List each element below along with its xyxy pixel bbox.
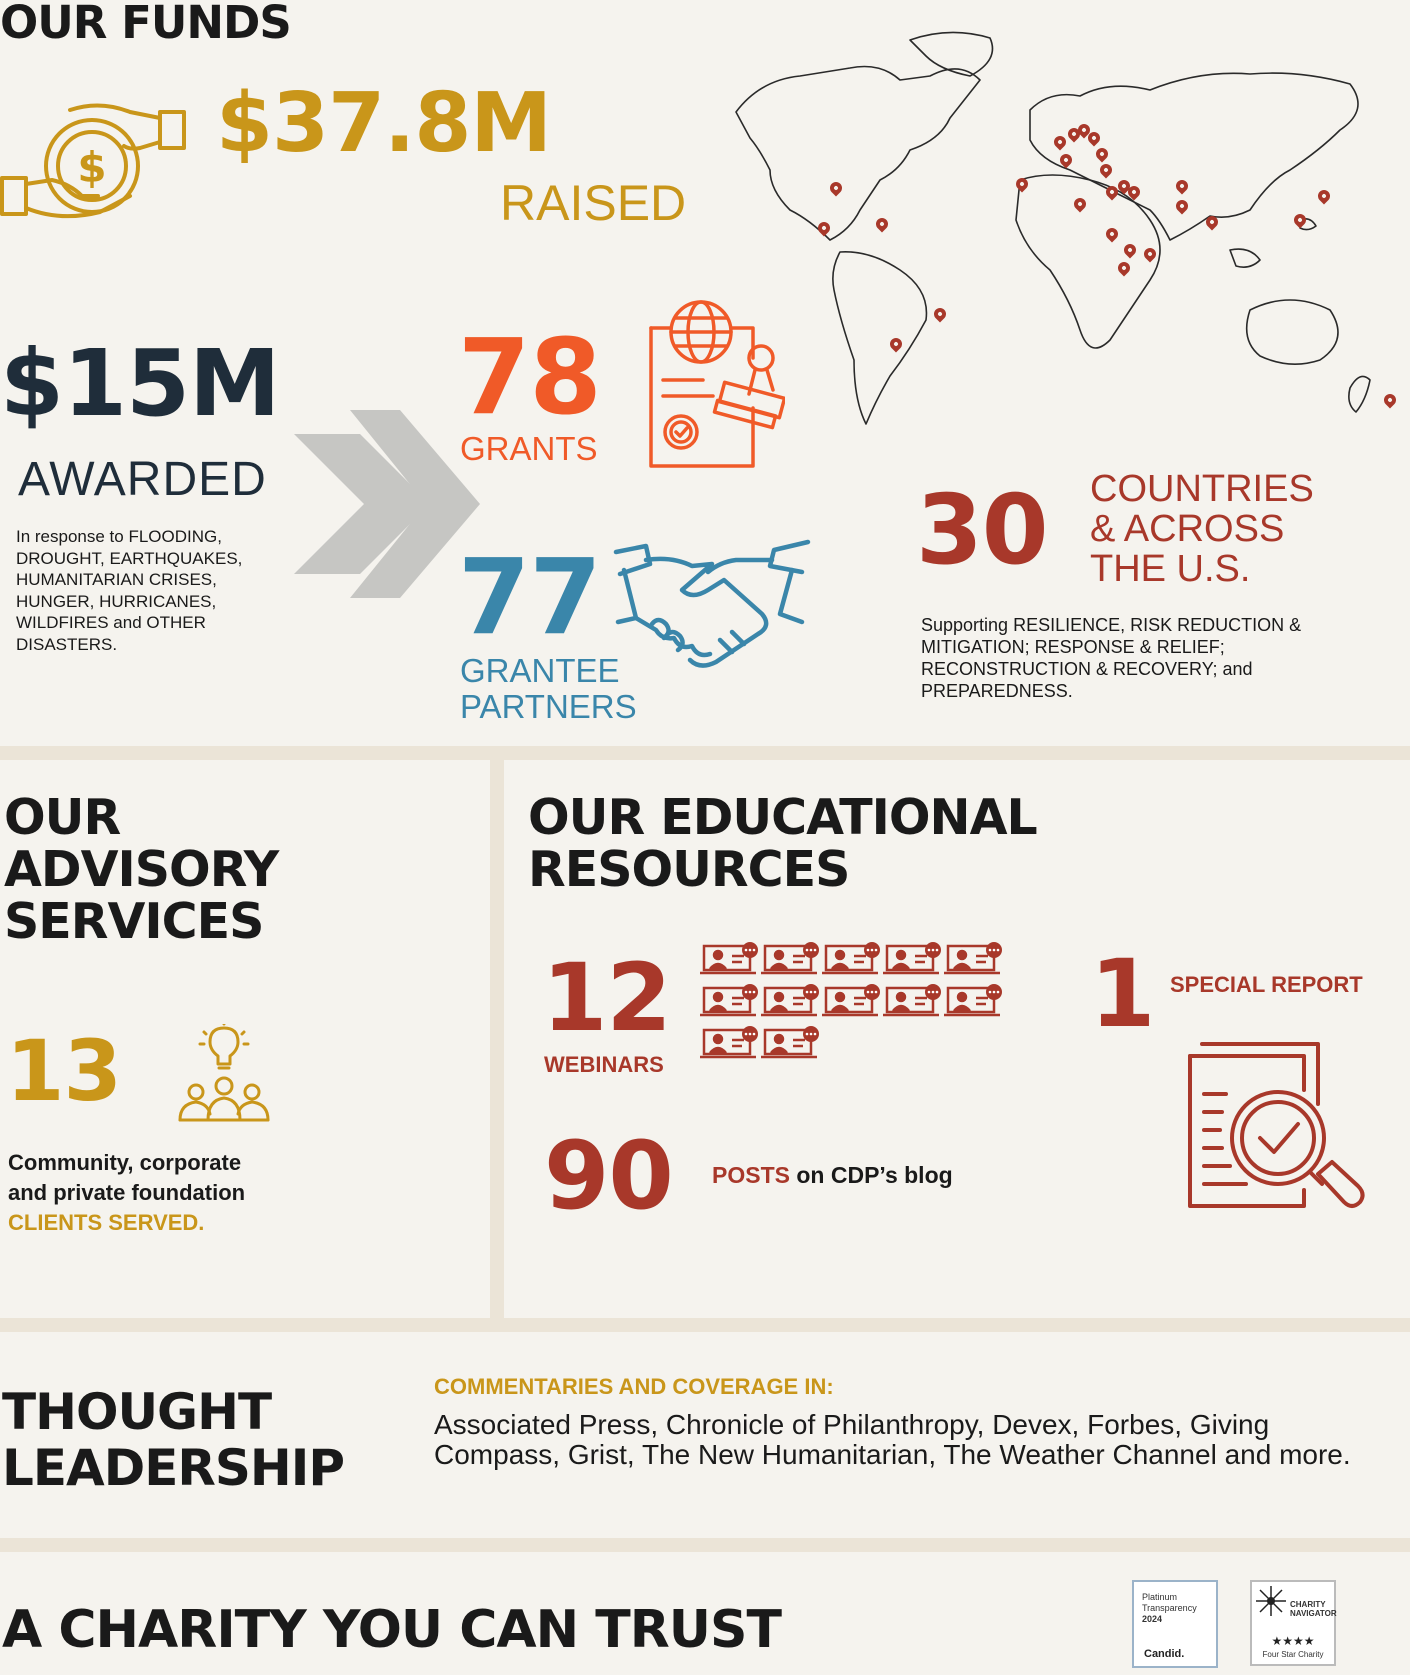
- report-magnifier-icon: [1186, 1034, 1366, 1214]
- webinar-screen-icon: [944, 942, 1000, 974]
- candid-seal: [1132, 1580, 1218, 1668]
- countries-label-line3: THE U.S.: [1090, 548, 1251, 590]
- countries-description: Supporting RESILIENCE, RISK REDUCTION & MITIGATION; RESPONSE & RELIEF; RECONSTRUCTION & RECOVERY; and PREPAREDNESS.: [921, 615, 1302, 701]
- countries-count: 30: [916, 474, 1048, 586]
- trust-heading: A CHARITY YOU CAN TRUST: [2, 1600, 781, 1660]
- awarded-label: AWARDED: [18, 453, 267, 506]
- divider-middle: [0, 1318, 1410, 1332]
- webinar-screen-icon: [944, 984, 1000, 1016]
- advisory-heading-line2: ADVISORY: [4, 841, 279, 898]
- thought-heading-line1: THOUGHT: [2, 1383, 272, 1441]
- webinar-screen-icon: [761, 1026, 817, 1058]
- partners-label-line1: GRANTEE: [460, 652, 620, 689]
- webinars-label: WEBINARS: [544, 1052, 664, 1077]
- divider-funds: [0, 746, 1410, 760]
- clients-count: 13: [6, 1022, 121, 1120]
- thought-heading-line2: LEADERSHIP: [2, 1439, 344, 1497]
- report-count: 1: [1090, 940, 1155, 1049]
- raised-label: RAISED: [500, 175, 687, 231]
- svg-text:$: $: [77, 143, 107, 192]
- webinar-screen-icon: [883, 984, 939, 1016]
- webinars-count: 12: [542, 944, 671, 1053]
- navigator-stars: ★★★★: [1271, 1634, 1315, 1648]
- advisory-heading: [4, 789, 279, 950]
- partners-count: 77: [458, 536, 601, 658]
- webinar-screen-icon: [822, 984, 878, 1016]
- webinar-screen-icon: [822, 942, 878, 974]
- lightbulb-people-icon: [174, 1024, 274, 1124]
- raised-amount: $37.8M: [216, 76, 551, 171]
- advisory-heading-line1: OUR: [4, 789, 121, 846]
- posts-highlight: POSTS: [712, 1162, 790, 1188]
- webinar-icons: [700, 942, 1020, 1068]
- navigator-line1: CHARITY: [1290, 1600, 1326, 1609]
- candid-year: 2024: [1142, 1614, 1163, 1624]
- clients-text-line2: and private foundation: [8, 1180, 246, 1205]
- awarded-amount: $15M: [0, 330, 280, 437]
- posts-count: 90: [544, 1122, 673, 1231]
- webinar-screen-icon: [700, 984, 756, 1016]
- awarded-description: In response to FLOODING, DROUGHT, EARTHQUAKES, HUMANITARIAN CRISES, HUNGER, HURRICANES, WILDFIRES and OTHER DISASTERS.: [16, 527, 243, 654]
- money-hand-icon: [0, 92, 190, 242]
- education-heading-line1: OUR EDUCATIONAL: [528, 789, 1037, 846]
- charity-navigator-seal: [1250, 1580, 1336, 1666]
- webinar-screen-icon: [700, 1026, 756, 1058]
- countries-label-line1: COUNTRIES: [1090, 468, 1314, 510]
- thought-heading: [2, 1384, 344, 1496]
- education-heading: [528, 789, 1037, 898]
- webinar-screen-icon: [761, 984, 817, 1016]
- candid-brand: Candid.: [1144, 1648, 1185, 1660]
- advisory-heading-line3: SERVICES: [4, 893, 264, 950]
- clients-text-line1: Community, corporate: [8, 1150, 242, 1175]
- webinar-screen-icon: [700, 942, 756, 974]
- compass-star-icon: [1254, 1584, 1288, 1618]
- divider-thought: [0, 1538, 1410, 1552]
- posts-text: [712, 1162, 953, 1189]
- navigator-caption: Four Star Charity: [1262, 1650, 1324, 1659]
- navigator-line2: NAVIGATOR: [1290, 1609, 1337, 1618]
- coverage-text: Associated Press, Chronicle of Philanthropy, Devex, Forbes, Giving Compass, Grist, The New Humanitarian, The Weather Channel and more.: [434, 1409, 1351, 1470]
- candid-line2: Transparency: [1142, 1603, 1197, 1613]
- grants-count: 78: [458, 316, 601, 438]
- divider-vertical: [490, 760, 504, 1320]
- webinar-screen-icon: [883, 942, 939, 974]
- grant-document-stamp-icon: [645, 298, 785, 470]
- funds-heading: OUR FUNDS: [0, 0, 291, 49]
- posts-suffix: on CDP’s blog: [789, 1162, 953, 1188]
- clients-highlight: CLIENTS SERVED.: [8, 1210, 205, 1235]
- countries-label-line2: & ACROSS: [1090, 508, 1285, 550]
- webinar-screen-icon: [761, 942, 817, 974]
- grants-label: GRANTS: [460, 430, 598, 467]
- partners-label-line2: PARTNERS: [460, 688, 637, 725]
- education-heading-line2: RESOURCES: [528, 841, 850, 898]
- coverage-label: COMMENTARIES AND COVERAGE IN:: [434, 1374, 834, 1399]
- handshake-icon: [612, 536, 812, 676]
- report-label: SPECIAL REPORT: [1170, 972, 1363, 997]
- clients-text: [8, 1148, 245, 1238]
- candid-line1: Platinum: [1142, 1592, 1178, 1602]
